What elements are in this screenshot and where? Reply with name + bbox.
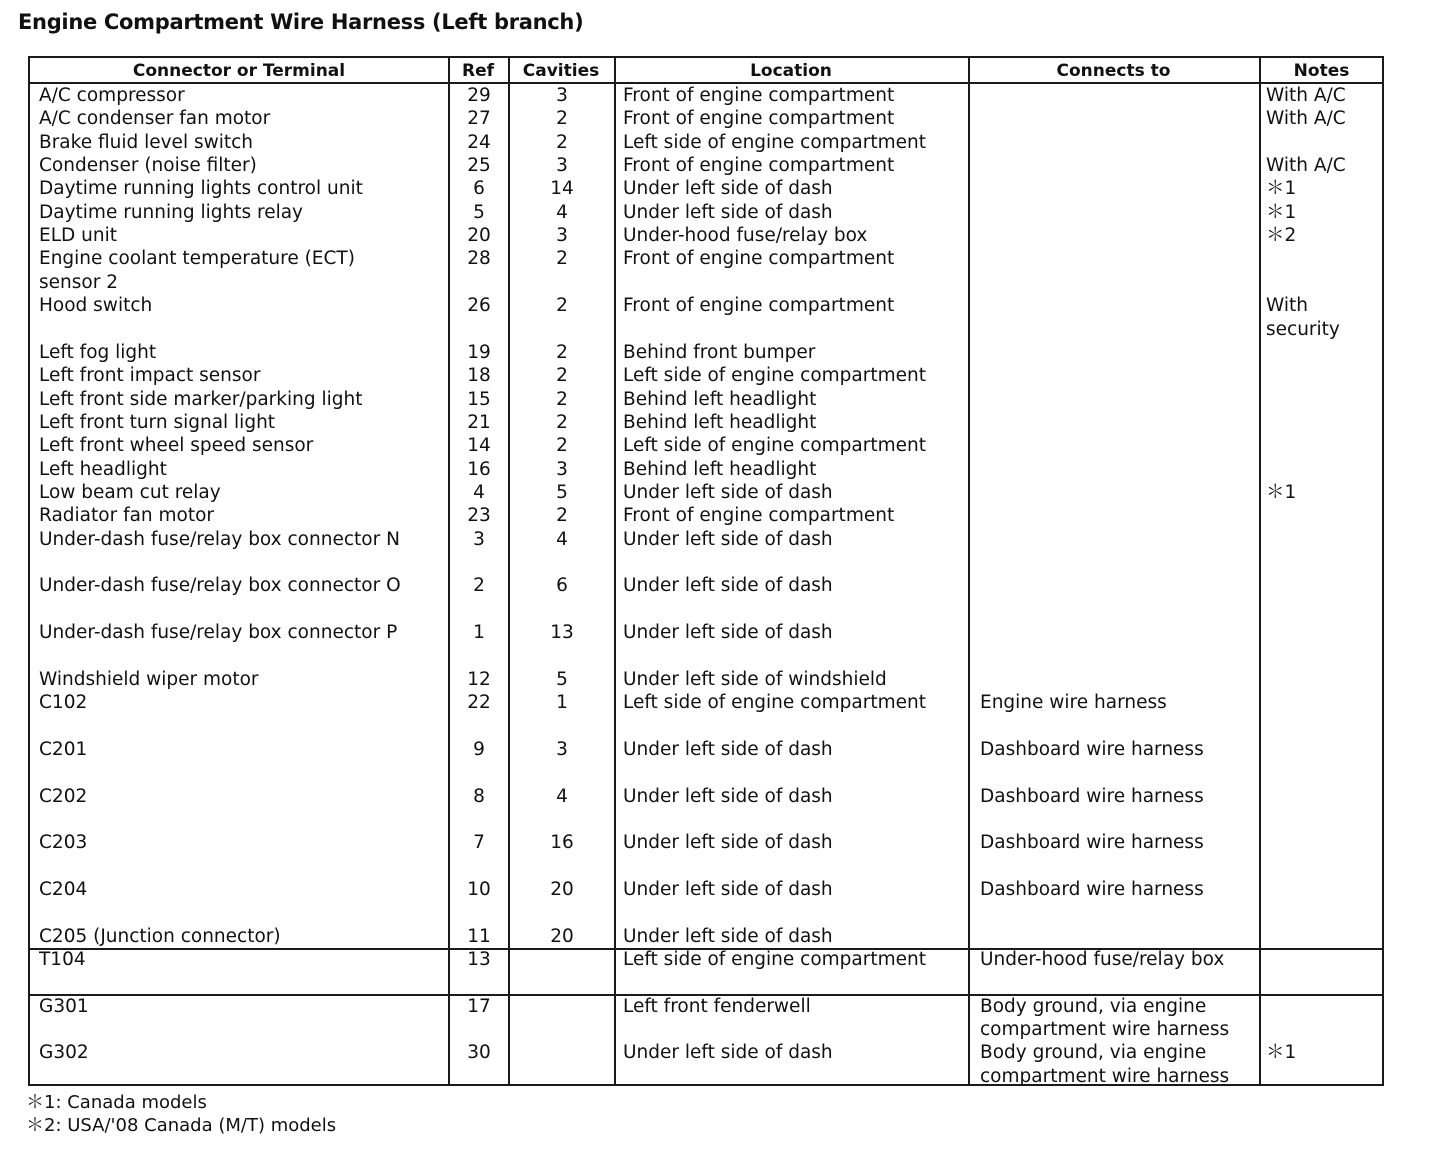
connector-name: Radiator fan motor	[39, 505, 215, 527]
table-row	[30, 971, 1382, 995]
notes-text: ＊1	[1266, 178, 1297, 200]
connector-name: Daytime running lights control unit	[39, 178, 363, 200]
location-text: Under left side of dash	[623, 925, 833, 947]
location-text: Behind left headlight	[623, 411, 817, 433]
ref-number: 24	[467, 131, 491, 153]
table-row	[30, 177, 1382, 201]
connector-name: Brake fluid level switch	[39, 131, 254, 153]
connector-name: C202	[39, 785, 88, 807]
cavity-count: 4	[556, 201, 568, 223]
table-row	[30, 411, 1382, 435]
table-row	[30, 691, 1382, 715]
header-location: Location	[750, 61, 832, 81]
table-row	[30, 318, 1382, 342]
table-row	[30, 598, 1382, 622]
table-row	[30, 107, 1382, 131]
location-text: Left side of engine compartment	[623, 365, 926, 387]
table-row	[30, 878, 1382, 902]
footnote: ＊2: USA/'08 Canada (M/T) models	[26, 1115, 337, 1136]
ref-number: 6	[473, 178, 485, 200]
connector-name: ELD unit	[39, 225, 117, 247]
connector-name: Under-dash fuse/relay box connector N	[39, 528, 400, 550]
table-row	[30, 714, 1382, 738]
location-text: Front of engine compartment	[623, 505, 895, 527]
connector-name: G302	[39, 1042, 89, 1064]
location-text: Under left side of dash	[623, 738, 833, 760]
ref-number: 11	[467, 925, 491, 947]
cavity-count: 4	[556, 785, 568, 807]
cavity-count: 3	[556, 458, 568, 480]
connector-name: C201	[39, 738, 88, 760]
ref-number: 17	[467, 995, 491, 1017]
connector-table	[28, 56, 1384, 1086]
connector-name: C204	[39, 878, 88, 900]
header-ref: Ref	[461, 61, 495, 81]
header-connects-to: Connects to	[1056, 61, 1171, 81]
cavity-count: 2	[556, 108, 568, 130]
location-text: Front of engine compartment	[623, 85, 895, 106]
ref-number: 18	[467, 365, 491, 387]
location-text: Under-hood fuse/relay box	[623, 225, 868, 247]
connector-name: T104	[39, 948, 86, 970]
table-row	[30, 551, 1382, 575]
location-text: Left side of engine compartment	[623, 131, 926, 153]
location-text: Behind left headlight	[623, 458, 817, 480]
notes-text: ＊1	[1266, 1042, 1297, 1064]
connector-name: Windshield wiper motor	[39, 668, 259, 690]
connector-name: Left front side marker/parking light	[39, 388, 363, 410]
location-text: Left side of engine compartment	[623, 692, 926, 714]
table-row	[30, 481, 1382, 505]
cavity-count: 3	[556, 155, 568, 177]
connector-name: Left front turn signal light	[39, 411, 276, 433]
location-text: Behind front bumper	[623, 341, 816, 363]
cavity-count: 3	[556, 738, 568, 760]
ref-number: 4	[473, 481, 485, 503]
location-text: Under left side of dash	[623, 575, 833, 597]
location-text: Behind left headlight	[623, 388, 817, 410]
table-row	[30, 271, 1382, 295]
table-row	[30, 294, 1382, 318]
connector-name: A/C compressor	[39, 85, 185, 106]
table-row	[30, 644, 1382, 668]
location-text: Under left side of dash	[623, 178, 833, 200]
connector-name: Engine coolant temperature (ECT)	[39, 248, 355, 270]
connector-name: Condenser (noise filter)	[39, 155, 257, 177]
location-text: Under left side of windshield	[623, 668, 887, 690]
ref-number: 29	[467, 85, 491, 106]
ref-number: 19	[467, 341, 491, 363]
ref-number: 5	[473, 201, 485, 223]
cavity-count: 2	[556, 411, 568, 433]
location-text: Under left side of dash	[623, 528, 833, 550]
table-row	[30, 247, 1382, 271]
location-text: Front of engine compartment	[623, 248, 895, 270]
table-row	[30, 201, 1382, 225]
location-text: Under left side of dash	[623, 785, 833, 807]
location-text: Under left side of dash	[623, 481, 833, 503]
ref-number: 16	[467, 458, 491, 480]
cavity-count: 20	[550, 878, 574, 900]
table-row	[30, 341, 1382, 365]
table-row	[30, 458, 1382, 482]
notes-text: With A/C	[1266, 108, 1346, 130]
table-row	[30, 1041, 1382, 1065]
cavity-count: 5	[556, 481, 568, 503]
connects-to-text: Dashboard wire harness	[980, 738, 1204, 760]
location-text: Left front fenderwell	[623, 995, 811, 1017]
connects-to-text: Dashboard wire harness	[980, 832, 1204, 854]
ref-number: 22	[467, 692, 491, 714]
cavity-count: 2	[556, 248, 568, 270]
header-connector: Connector or Terminal	[132, 61, 346, 81]
table-row	[30, 528, 1382, 552]
cavity-count: 3	[556, 85, 568, 106]
ref-number: 30	[467, 1042, 491, 1064]
ref-number: 9	[473, 738, 485, 760]
cavity-count: 4	[556, 528, 568, 550]
table-row	[30, 1065, 1382, 1089]
notes-text: ＊1	[1266, 481, 1297, 503]
cavity-count: 5	[556, 668, 568, 690]
cavity-count: 2	[556, 435, 568, 457]
cavity-count: 2	[556, 341, 568, 363]
table-row	[30, 808, 1382, 832]
table-row	[30, 925, 1382, 949]
table-row	[30, 388, 1382, 412]
cavity-count: 14	[550, 178, 574, 200]
ref-number: 28	[467, 248, 491, 270]
connector-name: G301	[39, 995, 89, 1017]
connects-to-text: Under-hood fuse/relay box	[980, 948, 1225, 970]
table-row	[30, 785, 1382, 809]
ref-number: 12	[467, 668, 491, 690]
table-row	[30, 84, 1382, 108]
table-row	[30, 901, 1382, 925]
table-row	[30, 668, 1382, 692]
table-row	[30, 224, 1382, 248]
connector-name: A/C condenser fan motor	[39, 108, 271, 130]
table-row	[30, 364, 1382, 388]
ref-number: 7	[473, 832, 485, 854]
cavity-count: 3	[556, 225, 568, 247]
cavity-count: 2	[556, 365, 568, 387]
ref-number: 13	[467, 948, 491, 970]
table-row	[30, 738, 1382, 762]
ref-number: 25	[467, 155, 491, 177]
header-cavities: Cavities	[522, 61, 600, 81]
table-row	[30, 131, 1382, 155]
notes-text: ＊1	[1266, 201, 1297, 223]
table-row	[30, 621, 1382, 645]
connects-to-text: Body ground, via engine	[980, 1042, 1207, 1064]
connector-name: Hood switch	[39, 295, 153, 317]
cavity-count: 20	[550, 925, 574, 947]
connector-name: Under-dash fuse/relay box connector O	[39, 575, 401, 597]
location-text: Under left side of dash	[623, 622, 833, 644]
ref-number: 27	[467, 108, 491, 130]
table-row	[30, 948, 1382, 972]
ref-number: 14	[467, 435, 491, 457]
connects-to-text: compartment wire harness	[980, 1019, 1230, 1040]
connects-to-text: Engine wire harness	[980, 692, 1167, 714]
connector-name: Low beam cut relay	[39, 481, 221, 503]
footnote: ＊1: Canada models	[26, 1092, 207, 1113]
connector-name: sensor 2	[39, 271, 118, 293]
ref-number: 10	[467, 878, 491, 900]
table-row	[30, 154, 1382, 178]
connector-name: Left front impact sensor	[39, 365, 261, 387]
table-row	[30, 504, 1382, 528]
notes-text: With A/C	[1266, 85, 1346, 106]
cavity-count: 2	[556, 295, 568, 317]
cavity-count: 2	[556, 131, 568, 153]
connector-name: Left headlight	[39, 458, 167, 480]
ref-number: 8	[473, 785, 485, 807]
ref-number: 3	[473, 528, 485, 550]
notes-text: With	[1266, 295, 1309, 317]
table-row	[30, 831, 1382, 855]
ref-number: 23	[467, 505, 491, 527]
location-text: Under left side of dash	[623, 1042, 833, 1064]
ref-number: 15	[467, 388, 491, 410]
page-title: Engine Compartment Wire Harness (Left branch)	[18, 10, 584, 34]
location-text: Left side of engine compartment	[623, 948, 926, 970]
connector-name: C203	[39, 832, 88, 854]
ref-number: 1	[473, 622, 485, 644]
location-text: Under left side of dash	[623, 878, 833, 900]
connector-name: C205 (Junction connector)	[39, 925, 281, 947]
table-row	[30, 1018, 1382, 1042]
location-text: Under left side of dash	[623, 201, 833, 223]
location-text: Left side of engine compartment	[623, 435, 926, 457]
connector-name: Daytime running lights relay	[39, 201, 304, 223]
table-row	[30, 574, 1382, 598]
cavity-count: 6	[556, 575, 568, 597]
connector-name: Under-dash fuse/relay box connector P	[39, 622, 398, 644]
connector-name: C102	[39, 692, 88, 714]
table-row	[30, 855, 1382, 879]
connector-name: Left front wheel speed sensor	[39, 435, 314, 457]
header-notes: Notes	[1293, 61, 1350, 81]
connects-to-text: Body ground, via engine	[980, 995, 1207, 1017]
ref-number: 2	[473, 575, 485, 597]
ref-number: 26	[467, 295, 491, 317]
notes-text: ＊2	[1266, 225, 1297, 247]
connects-to-text: Dashboard wire harness	[980, 878, 1204, 900]
ref-number: 21	[467, 411, 491, 433]
table-row	[30, 995, 1382, 1019]
cavity-count: 2	[556, 388, 568, 410]
location-text: Front of engine compartment	[623, 295, 895, 317]
cavity-count: 16	[550, 832, 574, 854]
cavity-count: 13	[550, 622, 574, 644]
connector-name: Left fog light	[39, 341, 157, 363]
notes-text: With A/C	[1266, 155, 1346, 177]
connects-to-text: compartment wire harness	[980, 1065, 1230, 1087]
ref-number: 20	[467, 225, 491, 247]
table-row	[30, 761, 1382, 785]
connects-to-text: Dashboard wire harness	[980, 785, 1204, 807]
table-row	[30, 434, 1382, 458]
location-text: Front of engine compartment	[623, 155, 895, 177]
location-text: Under left side of dash	[623, 832, 833, 854]
cavity-count: 2	[556, 505, 568, 527]
location-text: Front of engine compartment	[623, 108, 895, 130]
cavity-count: 1	[556, 692, 568, 714]
notes-text: security	[1266, 318, 1340, 340]
